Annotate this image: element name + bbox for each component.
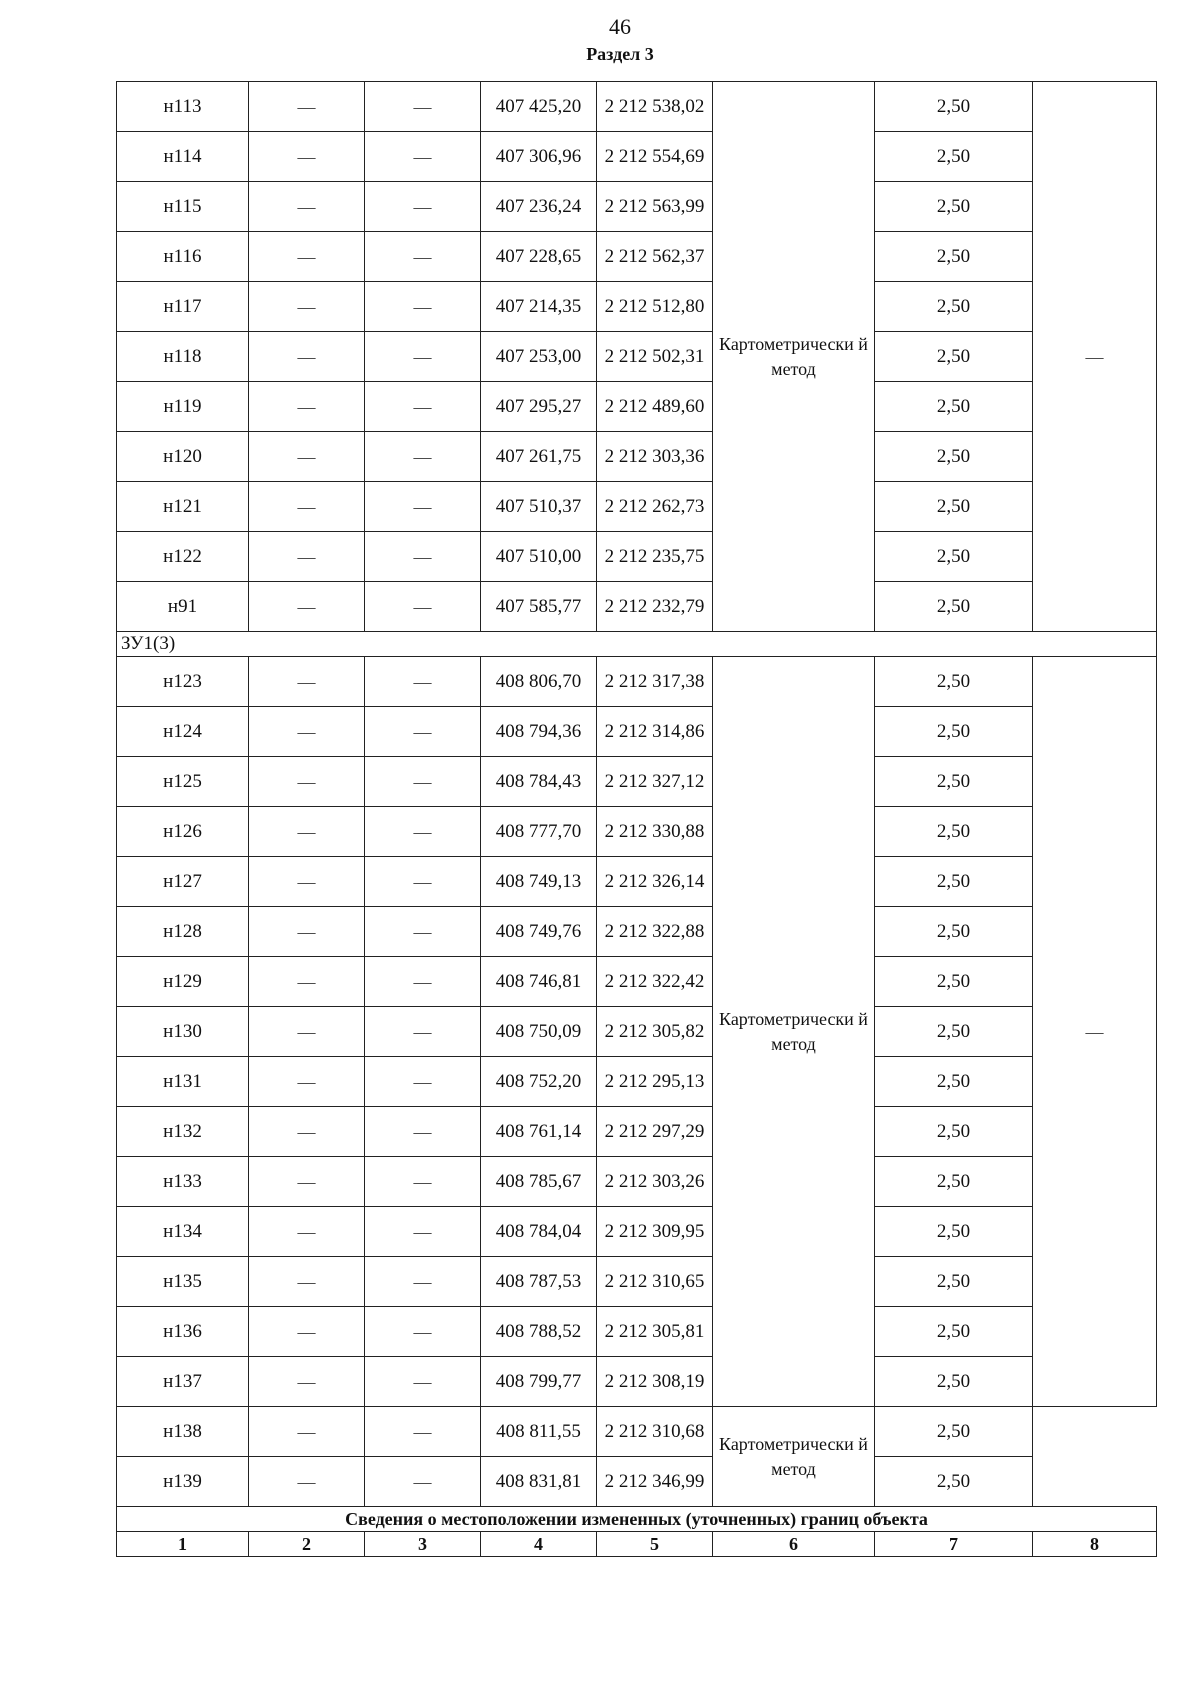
accuracy-cell: 2,50: [875, 582, 1033, 632]
accuracy-cell: 2,50: [875, 1057, 1033, 1107]
dash-cell: —: [365, 1007, 481, 1057]
y-coordinate-cell: 2 212 512,80: [597, 282, 713, 332]
dash-cell: —: [365, 532, 481, 582]
table-row: [117, 1207, 1157, 1257]
dash-cell: —: [365, 1307, 481, 1357]
dash-cell: —: [249, 582, 365, 632]
point-id-cell: н116: [117, 232, 249, 282]
dash-cell: —: [365, 807, 481, 857]
dash-cell: —: [365, 1357, 481, 1407]
table-row: [117, 1157, 1157, 1207]
accuracy-cell: 2,50: [875, 132, 1033, 182]
accuracy-cell: 2,50: [875, 1157, 1033, 1207]
dash-cell: —: [365, 907, 481, 957]
accuracy-cell: 2,50: [875, 182, 1033, 232]
table-row: [117, 182, 1157, 232]
point-id-cell: н115: [117, 182, 249, 232]
dash-cell: —: [365, 1457, 481, 1507]
table-row: [117, 232, 1157, 282]
accuracy-cell: 2,50: [875, 807, 1033, 857]
method-cell: Картометрически й метод: [713, 82, 875, 632]
table-row: [117, 757, 1157, 807]
group-label: ЗУ1(3): [117, 632, 1157, 657]
x-coordinate-cell: 408 761,14: [481, 1107, 597, 1157]
x-coordinate-cell: 408 788,52: [481, 1307, 597, 1357]
column-number: 3: [365, 1532, 481, 1557]
table-row: [117, 82, 1157, 132]
point-id-cell: н123: [117, 657, 249, 707]
y-coordinate-cell: 2 212 262,73: [597, 482, 713, 532]
dash-cell: —: [249, 807, 365, 857]
dash-cell: —: [249, 482, 365, 532]
table-row: [117, 1407, 1157, 1457]
dash-cell: —: [249, 707, 365, 757]
x-coordinate-cell: 408 811,55: [481, 1407, 597, 1457]
point-id-cell: н118: [117, 332, 249, 382]
dash-cell: —: [249, 232, 365, 282]
column-number: 2: [249, 1532, 365, 1557]
point-id-cell: н136: [117, 1307, 249, 1357]
column-number: 1: [117, 1532, 249, 1557]
table-row: [117, 432, 1157, 482]
y-coordinate-cell: 2 212 305,81: [597, 1307, 713, 1357]
dash-cell: —: [249, 1107, 365, 1157]
column-number: 8: [1033, 1532, 1157, 1557]
dash-cell: —: [249, 907, 365, 957]
dash-cell: —: [249, 1207, 365, 1257]
point-id-cell: н117: [117, 282, 249, 332]
point-id-cell: н131: [117, 1057, 249, 1107]
y-coordinate-cell: 2 212 562,37: [597, 232, 713, 282]
accuracy-cell: 2,50: [875, 82, 1033, 132]
point-id-cell: н129: [117, 957, 249, 1007]
dash-cell: —: [249, 532, 365, 582]
table-row: [117, 1107, 1157, 1157]
x-coordinate-cell: 408 749,76: [481, 907, 597, 957]
dash-cell: —: [249, 332, 365, 382]
y-coordinate-cell: 2 212 563,99: [597, 182, 713, 232]
y-coordinate-cell: 2 212 308,19: [597, 1357, 713, 1407]
table-row: [117, 532, 1157, 582]
table-row: [117, 382, 1157, 432]
table-row: [117, 1257, 1157, 1307]
table-row: [117, 1007, 1157, 1057]
x-coordinate-cell: 408 787,53: [481, 1257, 597, 1307]
accuracy-cell: 2,50: [875, 332, 1033, 382]
dash-cell: —: [365, 232, 481, 282]
dash-cell: —: [249, 1007, 365, 1057]
accuracy-cell: 2,50: [875, 1407, 1033, 1457]
accuracy-cell: 2,50: [875, 957, 1033, 1007]
x-coordinate-cell: 407 510,37: [481, 482, 597, 532]
dash-cell: —: [249, 1407, 365, 1457]
table-row: [117, 132, 1157, 182]
y-coordinate-cell: 2 212 322,42: [597, 957, 713, 1007]
y-coordinate-cell: 2 212 346,99: [597, 1457, 713, 1507]
dash-cell: —: [249, 82, 365, 132]
dash-cell: —: [365, 582, 481, 632]
y-coordinate-cell: 2 212 232,79: [597, 582, 713, 632]
table-row: [117, 657, 1157, 707]
dash-cell: —: [249, 1157, 365, 1207]
accuracy-cell: 2,50: [875, 1207, 1033, 1257]
dash-cell: —: [365, 1407, 481, 1457]
table-row: [117, 857, 1157, 907]
table-row: [117, 707, 1157, 757]
x-coordinate-cell: 407 585,77: [481, 582, 597, 632]
accuracy-cell: 2,50: [875, 1257, 1033, 1307]
accuracy-cell: 2,50: [875, 1307, 1033, 1357]
x-coordinate-cell: 407 295,27: [481, 382, 597, 432]
point-id-cell: н119: [117, 382, 249, 432]
footer-title-row: [117, 1507, 1157, 1532]
point-id-cell: н114: [117, 132, 249, 182]
x-coordinate-cell: 407 261,75: [481, 432, 597, 482]
dash-cell: —: [365, 957, 481, 1007]
y-coordinate-cell: 2 212 303,26: [597, 1157, 713, 1207]
point-id-cell: н124: [117, 707, 249, 757]
dash-cell: —: [1033, 657, 1157, 1407]
method-cell: Картометрически й метод: [713, 1407, 875, 1507]
dash-cell: —: [249, 1057, 365, 1107]
point-id-cell: н125: [117, 757, 249, 807]
dash-cell: —: [365, 1107, 481, 1157]
dash-cell: —: [365, 657, 481, 707]
table-row: [117, 282, 1157, 332]
point-id-cell: н138: [117, 1407, 249, 1457]
table-row: [117, 1307, 1157, 1357]
y-coordinate-cell: 2 212 303,36: [597, 432, 713, 482]
x-coordinate-cell: 407 253,00: [481, 332, 597, 382]
accuracy-cell: 2,50: [875, 382, 1033, 432]
table-row: [117, 1457, 1157, 1507]
column-number: 5: [597, 1532, 713, 1557]
accuracy-cell: 2,50: [875, 532, 1033, 582]
x-coordinate-cell: 407 425,20: [481, 82, 597, 132]
dash-cell: —: [249, 857, 365, 907]
accuracy-cell: 2,50: [875, 1457, 1033, 1507]
dash-cell: —: [365, 1207, 481, 1257]
accuracy-cell: 2,50: [875, 1107, 1033, 1157]
x-coordinate-cell: 407 306,96: [481, 132, 597, 182]
dash-cell: —: [249, 1357, 365, 1407]
accuracy-cell: 2,50: [875, 282, 1033, 332]
table-row: [117, 957, 1157, 1007]
point-id-cell: н139: [117, 1457, 249, 1507]
dash-cell: —: [249, 382, 365, 432]
dash-cell: —: [365, 1257, 481, 1307]
x-coordinate-cell: 407 228,65: [481, 232, 597, 282]
table-row: [117, 582, 1157, 632]
x-coordinate-cell: 408 799,77: [481, 1357, 597, 1407]
table-row: [117, 332, 1157, 382]
x-coordinate-cell: 408 750,09: [481, 1007, 597, 1057]
table-row: [117, 482, 1157, 532]
dash-cell: —: [365, 1157, 481, 1207]
y-coordinate-cell: 2 212 502,31: [597, 332, 713, 382]
dash-cell: —: [365, 282, 481, 332]
dash-cell: —: [1033, 82, 1157, 632]
table-row: [117, 807, 1157, 857]
point-id-cell: н128: [117, 907, 249, 957]
x-coordinate-cell: 407 214,35: [481, 282, 597, 332]
accuracy-cell: 2,50: [875, 657, 1033, 707]
accuracy-cell: 2,50: [875, 482, 1033, 532]
table-row: [117, 907, 1157, 957]
x-coordinate-cell: 408 784,43: [481, 757, 597, 807]
point-id-cell: н135: [117, 1257, 249, 1307]
dash-cell: —: [249, 282, 365, 332]
y-coordinate-cell: 2 212 489,60: [597, 382, 713, 432]
y-coordinate-cell: 2 212 317,38: [597, 657, 713, 707]
x-coordinate-cell: 408 806,70: [481, 657, 597, 707]
dash-cell: —: [365, 182, 481, 232]
dash-cell: —: [365, 482, 481, 532]
accuracy-cell: 2,50: [875, 1357, 1033, 1407]
point-id-cell: н134: [117, 1207, 249, 1257]
y-coordinate-cell: 2 212 538,02: [597, 82, 713, 132]
point-id-cell: н113: [117, 82, 249, 132]
column-number: 6: [713, 1532, 875, 1557]
y-coordinate-cell: 2 212 330,88: [597, 807, 713, 857]
dash-cell: —: [365, 757, 481, 807]
dash-cell: —: [249, 657, 365, 707]
accuracy-cell: 2,50: [875, 907, 1033, 957]
dash-cell: —: [365, 132, 481, 182]
point-id-cell: н121: [117, 482, 249, 532]
dash-cell: —: [365, 382, 481, 432]
accuracy-cell: 2,50: [875, 857, 1033, 907]
table-row: [117, 1357, 1157, 1407]
group-row: [117, 632, 1157, 657]
table-body: [117, 82, 1157, 1557]
y-coordinate-cell: 2 212 554,69: [597, 132, 713, 182]
point-id-cell: н126: [117, 807, 249, 857]
y-coordinate-cell: 2 212 326,14: [597, 857, 713, 907]
accuracy-cell: 2,50: [875, 432, 1033, 482]
method-cell: Картометрически й метод: [713, 657, 875, 1407]
x-coordinate-cell: 408 784,04: [481, 1207, 597, 1257]
x-coordinate-cell: 408 749,13: [481, 857, 597, 907]
column-numbers-row: [117, 1532, 1157, 1557]
y-coordinate-cell: 2 212 327,12: [597, 757, 713, 807]
column-number: 4: [481, 1532, 597, 1557]
dash-cell: —: [249, 432, 365, 482]
dash-cell: —: [249, 957, 365, 1007]
dash-cell: —: [365, 332, 481, 382]
point-id-cell: н127: [117, 857, 249, 907]
boundary-points-table: [116, 81, 1157, 1557]
y-coordinate-cell: 2 212 322,88: [597, 907, 713, 957]
x-coordinate-cell: 408 831,81: [481, 1457, 597, 1507]
x-coordinate-cell: 408 777,70: [481, 807, 597, 857]
y-coordinate-cell: 2 212 235,75: [597, 532, 713, 582]
point-id-cell: н130: [117, 1007, 249, 1057]
dash-cell: —: [249, 1307, 365, 1357]
dash-cell: —: [365, 1057, 481, 1107]
column-number: 7: [875, 1532, 1033, 1557]
y-coordinate-cell: 2 212 295,13: [597, 1057, 713, 1107]
x-coordinate-cell: 408 794,36: [481, 707, 597, 757]
accuracy-cell: 2,50: [875, 1007, 1033, 1057]
dash-cell: —: [249, 1257, 365, 1307]
y-coordinate-cell: 2 212 314,86: [597, 707, 713, 757]
dash-cell: —: [365, 82, 481, 132]
point-id-cell: н91: [117, 582, 249, 632]
x-coordinate-cell: 407 236,24: [481, 182, 597, 232]
accuracy-cell: 2,50: [875, 757, 1033, 807]
x-coordinate-cell: 408 746,81: [481, 957, 597, 1007]
section-title: Раздел 3: [586, 44, 654, 64]
y-coordinate-cell: 2 212 310,65: [597, 1257, 713, 1307]
accuracy-cell: 2,50: [875, 232, 1033, 282]
y-coordinate-cell: 2 212 309,95: [597, 1207, 713, 1257]
footer-title: Сведения о местоположении измененных (уточненных) границ объекта: [117, 1507, 1157, 1532]
x-coordinate-cell: 408 785,67: [481, 1157, 597, 1207]
dash-cell: —: [249, 132, 365, 182]
point-id-cell: н120: [117, 432, 249, 482]
table-row: [117, 1057, 1157, 1107]
y-coordinate-cell: 2 212 297,29: [597, 1107, 713, 1157]
dash-cell: —: [365, 432, 481, 482]
x-coordinate-cell: 407 510,00: [481, 532, 597, 582]
point-id-cell: н122: [117, 532, 249, 582]
dash-cell: —: [249, 757, 365, 807]
point-id-cell: н137: [117, 1357, 249, 1407]
dash-cell: —: [249, 182, 365, 232]
y-coordinate-cell: 2 212 310,68: [597, 1407, 713, 1457]
point-id-cell: н133: [117, 1157, 249, 1207]
y-coordinate-cell: 2 212 305,82: [597, 1007, 713, 1057]
page-number: 46: [609, 14, 631, 39]
dash-cell: —: [249, 1457, 365, 1507]
dash-cell: —: [365, 707, 481, 757]
dash-cell: —: [365, 857, 481, 907]
point-id-cell: н132: [117, 1107, 249, 1157]
x-coordinate-cell: 408 752,20: [481, 1057, 597, 1107]
accuracy-cell: 2,50: [875, 707, 1033, 757]
blank-cell: [1033, 1407, 1157, 1507]
